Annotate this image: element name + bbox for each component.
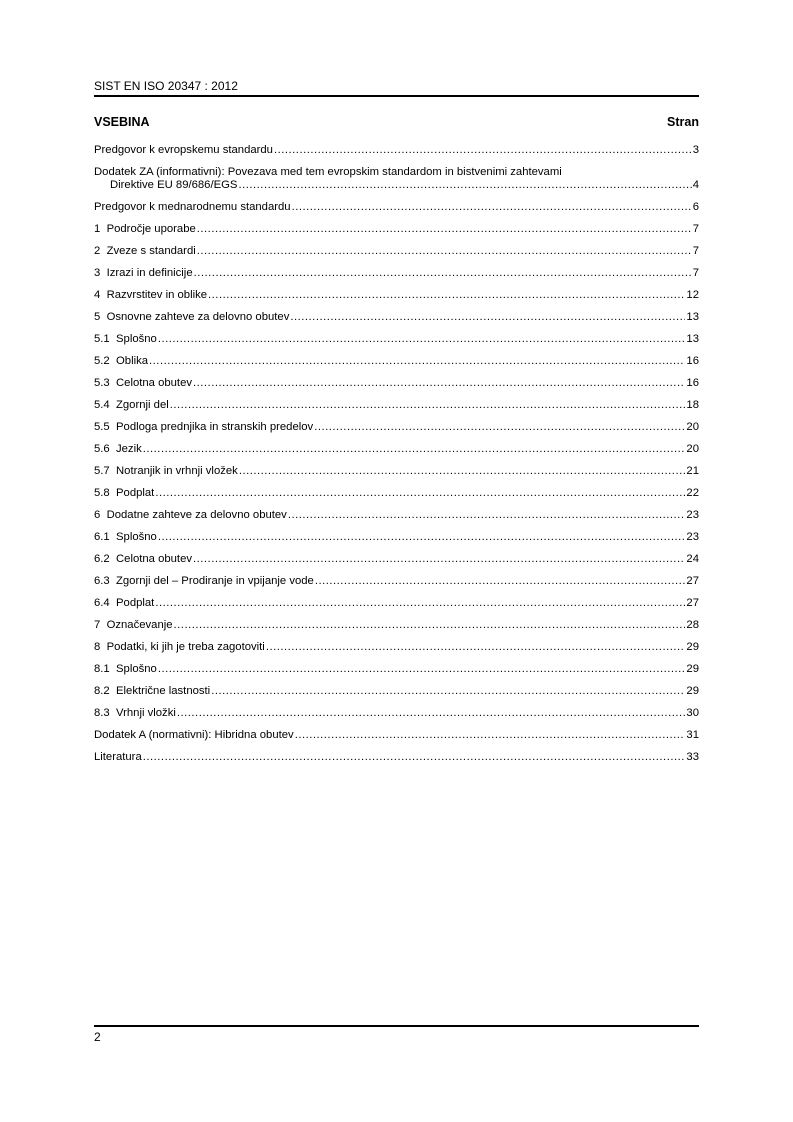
toc-entry-number: 5.8 bbox=[94, 487, 110, 499]
page-number: 2 bbox=[94, 1030, 101, 1044]
dot-leader bbox=[315, 575, 686, 588]
dot-leader bbox=[158, 333, 686, 346]
toc-entry-label bbox=[94, 311, 289, 324]
dot-leader bbox=[177, 707, 686, 720]
toc-entry-page: 22 bbox=[686, 487, 699, 499]
toc-entry-page: 16 bbox=[686, 355, 699, 367]
toc-entry-label bbox=[94, 707, 176, 720]
dot-leader bbox=[158, 531, 686, 544]
toc-entry-page: 29 bbox=[686, 641, 699, 653]
toc-entry[interactable] bbox=[94, 201, 699, 223]
toc-entry-number: 8.1 bbox=[94, 663, 110, 675]
toc-entry-number: 5.3 bbox=[94, 377, 110, 389]
toc-entry-title-continuation: Direktive EU 89/686/EGS bbox=[110, 179, 238, 191]
toc-entry[interactable] bbox=[94, 597, 699, 619]
toc-entry-label bbox=[94, 487, 154, 500]
toc-entry-page: 24 bbox=[686, 553, 699, 565]
toc-entry-page: 30 bbox=[686, 707, 699, 719]
dot-leader bbox=[158, 663, 686, 676]
toc-entry-label bbox=[94, 531, 157, 544]
toc-entry[interactable] bbox=[94, 355, 699, 377]
toc-entry-page: 13 bbox=[686, 311, 699, 323]
dot-leader bbox=[208, 289, 685, 302]
toc-entry[interactable] bbox=[94, 531, 699, 553]
toc-entry-title: Splošno bbox=[116, 663, 157, 675]
toc-entry[interactable] bbox=[94, 707, 699, 729]
toc-entry-number: 3 bbox=[94, 267, 101, 279]
page-column-label: Stran bbox=[667, 115, 699, 129]
toc-entry-number: 6 bbox=[94, 509, 101, 521]
toc-entry-number: 8.3 bbox=[94, 707, 110, 719]
toc-entry-label bbox=[94, 267, 193, 280]
dot-leader bbox=[239, 465, 686, 478]
toc-entry-page: 23 bbox=[686, 531, 699, 543]
toc-entry-title: Literatura bbox=[94, 751, 142, 763]
toc-entry-number: 8 bbox=[94, 641, 101, 653]
toc-entry-page: 7 bbox=[692, 267, 699, 279]
toc-entry-title: Razvrstitev in oblike bbox=[106, 289, 208, 301]
toc-entry-number: 8.2 bbox=[94, 685, 110, 697]
toc-entry-title: Predgovor k evropskemu standardu bbox=[94, 144, 273, 156]
toc-entry-label bbox=[94, 179, 237, 192]
dot-leader bbox=[193, 377, 685, 390]
toc-entry-page: 16 bbox=[686, 377, 699, 389]
toc-entry-title: Dodatek ZA (informativni): Povezava med tem evropskim standardom in bistvenimi zahtevami bbox=[94, 166, 562, 178]
toc-entry-title: Podatki, ki jih je treba zagotoviti bbox=[106, 641, 265, 653]
toc-entry-number: 6.2 bbox=[94, 553, 110, 565]
toc-entry-page: 29 bbox=[686, 685, 699, 697]
toc-entry[interactable] bbox=[94, 166, 699, 201]
toc-entry-title: Področje uporabe bbox=[106, 223, 196, 235]
toc-entry-label bbox=[94, 223, 196, 236]
toc-entry-title: Zgornji del bbox=[116, 399, 169, 411]
toc-entry-page: 6 bbox=[692, 201, 699, 213]
dot-leader bbox=[170, 399, 686, 412]
toc-entry-page: 29 bbox=[686, 663, 699, 675]
toc-entry[interactable] bbox=[94, 421, 699, 443]
toc-entry-title: Predgovor k mednarodnemu standardu bbox=[94, 201, 291, 213]
toc-entry-page: 27 bbox=[686, 597, 699, 609]
toc-entry-page: 20 bbox=[686, 443, 699, 455]
toc-heading bbox=[94, 115, 699, 131]
toc-entry-page: 4 bbox=[692, 179, 699, 191]
toc-entry-title: Dodatek A (normativni): Hibridna obutev bbox=[94, 729, 294, 741]
toc-entry[interactable] bbox=[94, 729, 699, 751]
toc-entry-title: Podplat bbox=[116, 597, 155, 609]
toc-entry-number: 1 bbox=[94, 223, 101, 235]
toc-entry-title: Vrhnji vložki bbox=[116, 707, 176, 719]
footer-divider bbox=[94, 1025, 699, 1027]
toc-entry-label bbox=[94, 144, 273, 157]
toc-entry-title: Podloga prednjika in stranskih predelov bbox=[116, 421, 314, 433]
toc-entry-number: 7 bbox=[94, 619, 101, 631]
toc-entry-title: Celotna obutev bbox=[116, 377, 192, 389]
toc-entry-page: 27 bbox=[686, 575, 699, 587]
toc-entry[interactable] bbox=[94, 619, 699, 641]
dot-leader bbox=[155, 487, 685, 500]
toc-entry-page: 12 bbox=[686, 289, 699, 301]
toc-entry[interactable] bbox=[94, 465, 699, 487]
toc-entry[interactable] bbox=[94, 443, 699, 465]
dot-leader bbox=[143, 443, 686, 456]
toc-entry-page: 21 bbox=[686, 465, 699, 477]
toc-entry-page: 20 bbox=[686, 421, 699, 433]
toc-entry-page: 3 bbox=[692, 144, 699, 156]
toc-entry-label bbox=[94, 663, 157, 676]
toc-entry-label bbox=[94, 465, 238, 478]
toc-entry[interactable] bbox=[94, 487, 699, 509]
dot-leader bbox=[194, 267, 692, 280]
toc-entry[interactable] bbox=[94, 144, 699, 166]
toc-entry-label bbox=[94, 201, 291, 214]
toc-entry-page: 23 bbox=[686, 509, 699, 521]
toc-entry-title: Zveze s standardi bbox=[106, 245, 196, 257]
toc-entry-page: 31 bbox=[686, 729, 699, 741]
toc-entry-title: Jezik bbox=[116, 443, 142, 455]
toc-entry-page: 7 bbox=[692, 223, 699, 235]
toc-entry-label bbox=[94, 751, 142, 764]
toc-entry-number: 5.7 bbox=[94, 465, 110, 477]
toc-entry-number: 6.1 bbox=[94, 531, 110, 543]
toc-entry-title: Izrazi in definicije bbox=[106, 267, 193, 279]
toc-entry-number: 5.6 bbox=[94, 443, 110, 455]
dot-leader bbox=[290, 311, 685, 324]
toc-entry[interactable] bbox=[94, 509, 699, 531]
dot-leader bbox=[211, 685, 685, 698]
toc-entry-number: 6.3 bbox=[94, 575, 110, 587]
toc-entry[interactable] bbox=[94, 663, 699, 685]
dot-leader bbox=[288, 509, 686, 522]
toc-entry-number: 5.2 bbox=[94, 355, 110, 367]
toc-entry-label bbox=[94, 729, 294, 742]
toc-entry-label bbox=[94, 509, 287, 522]
toc-entry-page: 33 bbox=[686, 751, 699, 763]
toc-entry[interactable] bbox=[94, 575, 699, 597]
toc-entry-label bbox=[94, 443, 142, 456]
toc-entry-number: 5.1 bbox=[94, 333, 110, 345]
toc-entry-page: 13 bbox=[686, 333, 699, 345]
toc-entry-title: Označevanje bbox=[106, 619, 173, 631]
toc-entry-label bbox=[94, 377, 192, 390]
toc-entry-label bbox=[94, 333, 157, 346]
dot-leader bbox=[149, 355, 685, 368]
dot-leader bbox=[174, 619, 686, 632]
toc-entry[interactable] bbox=[94, 333, 699, 355]
dot-leader bbox=[197, 223, 692, 236]
toc-title: VSEBINA bbox=[94, 115, 150, 129]
toc-entry-label bbox=[94, 685, 210, 698]
toc-entry[interactable] bbox=[94, 223, 699, 245]
toc-entry-title: Podplat bbox=[116, 487, 155, 499]
standard-id: SIST EN ISO 20347 : 2012 bbox=[94, 79, 238, 93]
toc-entry-title: Osnovne zahteve za delovno obutev bbox=[106, 311, 290, 323]
toc-entry-number: 6.4 bbox=[94, 597, 110, 609]
toc-entry[interactable] bbox=[94, 553, 699, 575]
document-header bbox=[94, 79, 699, 93]
dot-leader bbox=[193, 553, 685, 566]
toc-entry-title: Notranjik in vrhnji vložek bbox=[116, 465, 238, 477]
toc-entry-label bbox=[94, 619, 173, 632]
dot-leader bbox=[155, 597, 685, 610]
toc-entry[interactable] bbox=[94, 641, 699, 663]
toc-entry-number: 5.5 bbox=[94, 421, 110, 433]
dot-leader bbox=[295, 729, 686, 742]
toc-entry[interactable] bbox=[94, 245, 699, 267]
toc-entry-title: Celotna obutev bbox=[116, 553, 192, 565]
toc-entry-page: 28 bbox=[686, 619, 699, 631]
toc-entry-label bbox=[94, 553, 192, 566]
toc-entry-label bbox=[94, 575, 314, 588]
toc-entry[interactable] bbox=[94, 289, 699, 311]
toc-entry-number: 2 bbox=[94, 245, 101, 257]
toc-entry[interactable] bbox=[94, 311, 699, 333]
toc-entry[interactable] bbox=[94, 685, 699, 707]
toc-entry-page: 18 bbox=[686, 399, 699, 411]
header-divider bbox=[94, 95, 699, 97]
toc-entry-number: 4 bbox=[94, 289, 101, 301]
toc-entry-label bbox=[94, 355, 148, 368]
table-of-contents bbox=[94, 144, 699, 773]
toc-entry-label bbox=[94, 641, 265, 654]
dot-leader bbox=[292, 201, 692, 214]
toc-entry-title: Splošno bbox=[116, 531, 157, 543]
toc-entry-label bbox=[94, 597, 154, 610]
toc-entry[interactable] bbox=[94, 399, 699, 421]
toc-entry[interactable] bbox=[94, 751, 699, 773]
toc-entry-label bbox=[94, 399, 169, 412]
toc-entry-page: 7 bbox=[692, 245, 699, 257]
toc-entry-number: 5.4 bbox=[94, 399, 110, 411]
toc-entry[interactable] bbox=[94, 377, 699, 399]
toc-entry-title: Splošno bbox=[116, 333, 157, 345]
toc-entry-label bbox=[94, 421, 313, 434]
toc-entry-title: Oblika bbox=[116, 355, 149, 367]
toc-entry-label bbox=[94, 289, 207, 302]
dot-leader bbox=[197, 245, 692, 258]
dot-leader bbox=[314, 421, 685, 434]
toc-entry[interactable] bbox=[94, 267, 699, 289]
toc-entry-title: Električne lastnosti bbox=[116, 685, 211, 697]
toc-entry-label bbox=[94, 245, 196, 258]
toc-entry-number: 5 bbox=[94, 311, 101, 323]
toc-entry-title: Dodatne zahteve za delovno obutev bbox=[106, 509, 287, 521]
toc-entry-title: Zgornji del – Prodiranje in vpijanje vode bbox=[116, 575, 314, 587]
dot-leader bbox=[143, 751, 686, 764]
dot-leader bbox=[274, 144, 692, 157]
dot-leader bbox=[266, 641, 686, 654]
dot-leader bbox=[238, 179, 691, 192]
